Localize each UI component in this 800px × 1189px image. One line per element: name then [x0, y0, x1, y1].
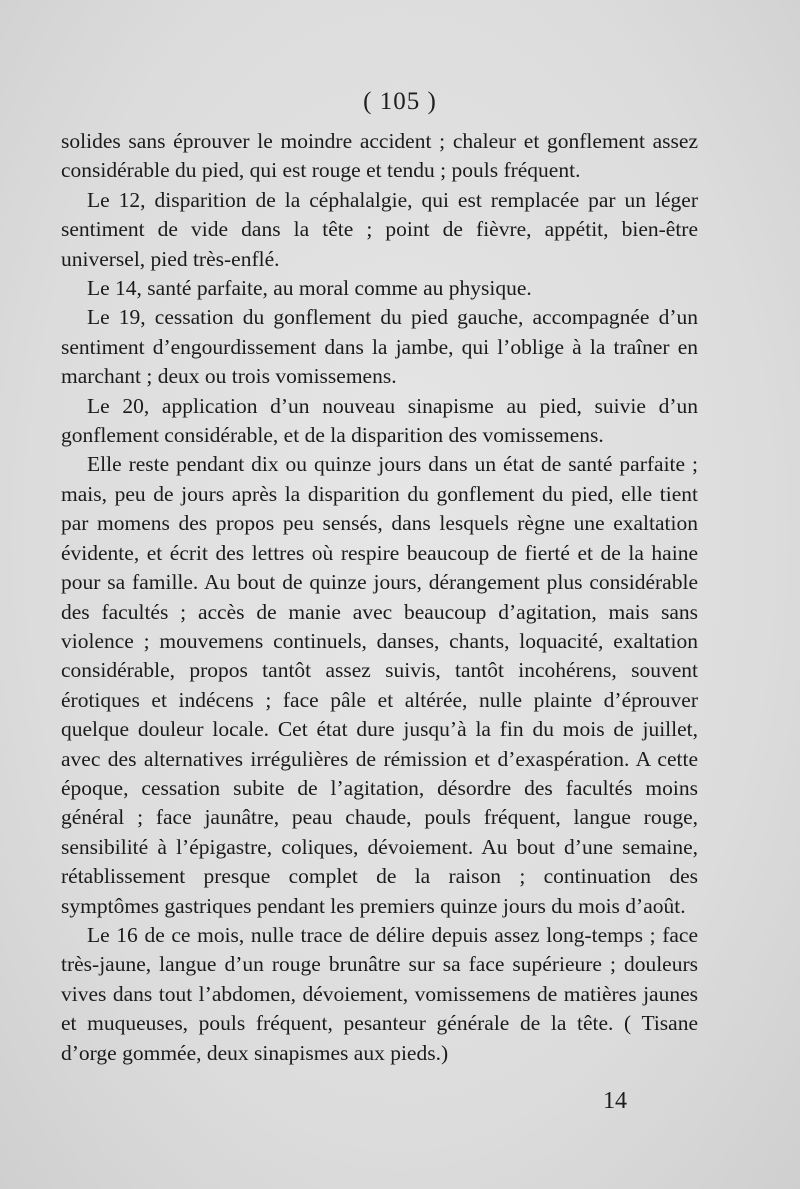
paragraph-day-12: Le 12, disparition de la céphalalgie, qui est remplacée par un léger sentiment de vide dans la tête ; point de fièvre, appétit, bien-être universel, pied très-enflé. — [61, 187, 698, 271]
paragraph-day-19: Le 19, cessation du gonflement du pied gauche, accompagnée d’un sentiment d’engourdissement dans la jambe, qui l’oblige à la traîner en marchant ; deux ou trois vomissemens. — [61, 305, 698, 389]
paragraph-course: Elle reste pendant dix ou quinze jours dans un état de santé parfaite ; mais, peu de jours après la disparition du gonflement du pied, elle tient par momens des propos peu sensés, dans lesquels règne une exaltation évidente, et écrit des lettres où respire beaucoup de fierté et de la haine pour sa famille. Au bout de quinze jours, dérangement plus considérable des facultés ; accès de manie avec beaucoup d’agitation, mais sans violence ; mouvemens continuels, danses, chants, loquacité, exaltation considérable, propos tantôt assez suivis, tantôt incohérens, souvent érotiques et indécens ; face pâle et altérée, nulle plainte d’éprouver quelque douleur locale. Cet état dure jusqu’à la fin du mois de juillet, avec des alternatives irrégulières de rémission et d’exaspération. A cette époque, cessation subite de l’agitation, désordre des facultés moins général ; face jaunâtre, peau chaude, pouls fréquent, langue rouge, sensibilité à l’épigastre, coliques, dévoiement. Au bout d’une semaine, rétablissement presque complet de la raison ; continuation des symptômes gastriques pendant les premiers quinze jours du mois d’août. — [61, 452, 698, 918]
paragraph-day-20: Le 20, application d’un nouveau sinapisme au pied, suivie d’un gonflement considérable, et de la disparition des vomissemens. — [61, 393, 698, 448]
body-text — [61, 127, 698, 1068]
paragraph-day-16: Le 16 de ce mois, nulle trace de délire depuis assez long-temps ; face très-jaune, langue d’un rouge brunâtre sur sa face supérieure ; douleurs vives dans tout l’abdomen, dévoiement, vomissemens de matières jaunes et muqueuses, pouls fréquent, pesanteur générale de la tête. ( Tisane d’orge gommée, deux sinapismes aux pieds.) — [61, 922, 698, 1065]
page-number: ( 105 ) — [363, 88, 437, 115]
signature-mark: 14 — [603, 1088, 627, 1114]
paragraph-day-14: Le 14, santé parfaite, au moral comme au physique. — [87, 276, 532, 301]
paragraph-continued: solides sans éprouver le moindre accident ; chaleur et gonflement assez considérable du pied, qui est rouge et tendu ; pouls fréquent. — [61, 129, 698, 183]
